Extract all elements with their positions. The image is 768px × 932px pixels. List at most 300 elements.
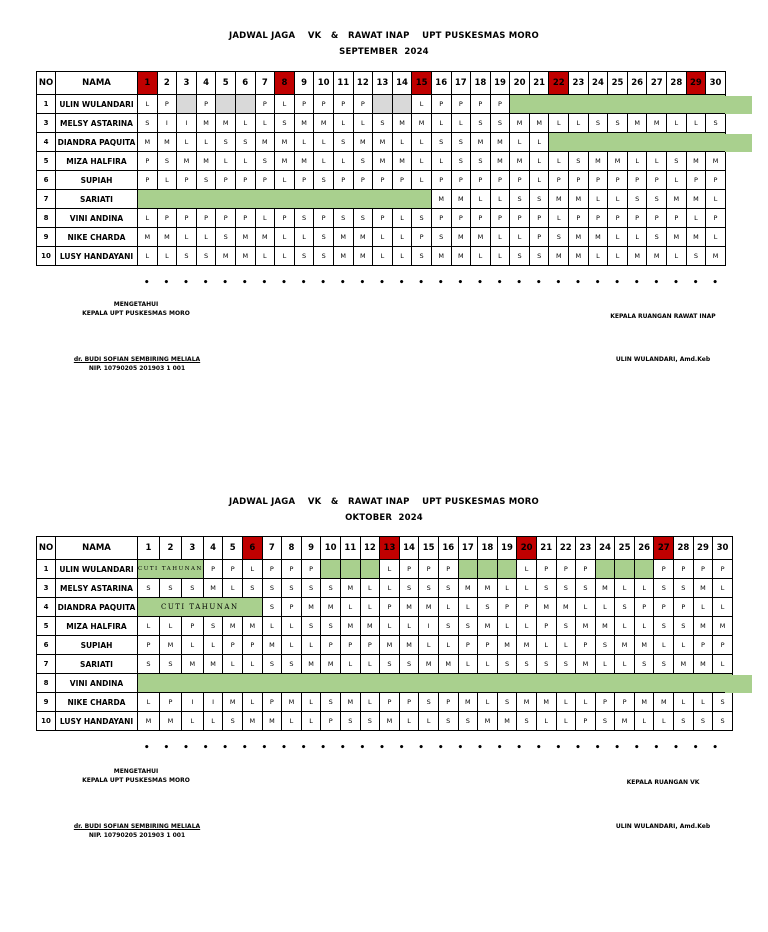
dot-marker: • (261, 278, 268, 288)
shift-cell: S (706, 114, 726, 133)
header-day: 14 (392, 72, 412, 95)
shift-cell: S (419, 693, 439, 712)
shift-cell: L (340, 655, 360, 674)
shift-cell: M (301, 655, 321, 674)
row-number: 5 (37, 617, 56, 636)
shift-cell: S (138, 114, 158, 133)
dot-marker: • (673, 743, 679, 753)
header-day: 11 (340, 537, 360, 560)
dot-marker: • (516, 278, 523, 288)
shift-cell: P (294, 95, 314, 114)
shift-cell: S (654, 579, 674, 598)
shift-cell: M (497, 636, 517, 655)
shift-cell: S (399, 655, 419, 674)
shift-cell: L (667, 247, 687, 266)
shift-cell: M (569, 247, 589, 266)
row-number: 5 (37, 152, 56, 171)
shift-cell: P (647, 171, 667, 190)
shift-cell: S (510, 247, 530, 266)
dot-marker: • (202, 743, 209, 753)
dot-marker: • (457, 743, 464, 753)
shift-cell: S (556, 655, 576, 674)
shift-cell: S (235, 133, 255, 152)
september-right-sign-title: KEPALA RUANGAN RAWAT INAP (610, 313, 716, 320)
row-number: 8 (37, 674, 56, 693)
shift-cell: L (627, 152, 647, 171)
header-day: 19 (497, 537, 517, 560)
shift-cell: L (497, 617, 517, 636)
shift-cell: L (667, 171, 687, 190)
shift-cell: P (294, 171, 314, 190)
shift-cell: M (181, 655, 203, 674)
shift-cell: S (431, 228, 451, 247)
header-day: 18 (478, 537, 498, 560)
shift-cell: S (438, 617, 458, 636)
shift-cell: L (529, 152, 549, 171)
shift-cell: M (686, 152, 706, 171)
dot-marker: • (163, 278, 170, 288)
shift-cell: S (588, 114, 608, 133)
shift-cell: P (216, 209, 236, 228)
shift-cell: S (654, 617, 674, 636)
shift-cell: L (255, 247, 275, 266)
shift-cell: L (275, 247, 295, 266)
shift-cell (497, 560, 517, 579)
row-number: 4 (37, 598, 56, 617)
header-day: 28 (667, 72, 687, 95)
shift-cell: P (529, 209, 549, 228)
shift-cell: P (392, 171, 412, 190)
header-day: 9 (301, 537, 321, 560)
shift-cell: P (399, 560, 419, 579)
shift-cell: L (608, 247, 628, 266)
header-day: 16 (431, 72, 451, 95)
shift-cell: L (314, 133, 334, 152)
shift-cell: S (340, 712, 360, 731)
shift-cell: M (333, 247, 353, 266)
shift-cell: M (595, 579, 615, 598)
shift-cell: M (627, 114, 647, 133)
staff-name: MELSY ASTARINA (56, 114, 138, 133)
table-row (37, 712, 733, 731)
shift-cell: M (321, 655, 341, 674)
dot-marker: • (320, 278, 327, 288)
row-number: 6 (37, 636, 56, 655)
shift-cell: L (360, 693, 380, 712)
shift-cell: M (399, 636, 419, 655)
shift-cell: S (177, 247, 197, 266)
shift-cell: L (360, 655, 380, 674)
dot-marker: • (241, 743, 248, 753)
dot-marker: • (594, 743, 601, 753)
shift-cell: L (615, 617, 635, 636)
shift-cell: L (529, 133, 549, 152)
shift-cell: L (556, 636, 576, 655)
header-day: 21 (529, 72, 549, 95)
table-row (37, 114, 726, 133)
shift-cell: M (159, 636, 181, 655)
shift-cell: L (380, 560, 400, 579)
shift-cell: M (262, 636, 282, 655)
september-left-signature (76, 300, 196, 318)
shift-cell: L (713, 598, 733, 617)
shift-cell: P (634, 598, 654, 617)
shift-cell (340, 560, 360, 579)
shift-cell: L (713, 579, 733, 598)
shift-cell: S (536, 655, 556, 674)
dot-marker: • (339, 278, 346, 288)
shift-cell: P (373, 209, 393, 228)
dot-marker: • (163, 743, 170, 753)
shift-cell: M (419, 655, 439, 674)
header-day: 18 (471, 72, 491, 95)
shift-cell: P (627, 171, 647, 190)
shift-cell: L (353, 114, 373, 133)
table-row (37, 228, 726, 247)
shift-cell: P (177, 209, 197, 228)
dot-marker: • (692, 278, 699, 288)
mengetahui-label: MENGETAHUI (113, 301, 159, 308)
shift-cell: S (693, 712, 713, 731)
dot-marker: • (477, 743, 483, 753)
dot-marker: • (594, 278, 601, 288)
shift-cell: L (647, 152, 667, 171)
shift-cell: M (451, 190, 471, 209)
dot-marker: • (673, 278, 679, 288)
shift-cell (615, 560, 635, 579)
table-row (37, 247, 726, 266)
shift-cell: M (517, 636, 537, 655)
shift-cell: P (235, 171, 255, 190)
shift-cell: S (647, 228, 667, 247)
header-day: 19 (490, 72, 510, 95)
shift-cell: P (510, 209, 530, 228)
shift-cell: I (181, 693, 203, 712)
shift-cell: P (713, 636, 733, 655)
shift-cell: S (438, 579, 458, 598)
left-signer-name: dr. BUDI SOFIAN SEMBIRING MELIALA (73, 823, 201, 830)
shift-cell: L (392, 133, 412, 152)
shift-cell: S (490, 114, 510, 133)
shift-cell: P (458, 636, 478, 655)
shift-cell: P (340, 636, 360, 655)
shift-cell: M (431, 247, 451, 266)
shift-cell: L (412, 95, 432, 114)
header-day: 26 (627, 72, 647, 95)
shift-cell: S (576, 579, 596, 598)
shift-cell: P (627, 209, 647, 228)
shift-cell: L (536, 712, 556, 731)
shift-cell: P (471, 171, 491, 190)
shift-cell: S (262, 598, 282, 617)
shift-cell: M (471, 133, 491, 152)
shift-cell: L (216, 152, 236, 171)
staff-name: MIZA HALFIRA (56, 617, 138, 636)
shift-cell: L (674, 636, 694, 655)
shift-cell: S (674, 617, 694, 636)
shift-cell: M (159, 712, 181, 731)
shift-cell: S (674, 579, 694, 598)
dot-marker: • (359, 278, 366, 288)
shift-cell: M (569, 190, 589, 209)
header-day: 21 (536, 537, 556, 560)
shift-cell: S (536, 579, 556, 598)
shift-cell: P (654, 598, 674, 617)
shift-cell: S (321, 579, 341, 598)
shift-cell: M (615, 712, 635, 731)
shift-cell: L (282, 712, 302, 731)
shift-cell: S (647, 190, 667, 209)
left-sign-title: KEPALA UPT PUSKESMAS MORO (82, 310, 190, 317)
shift-cell: S (478, 598, 498, 617)
header-day: 23 (569, 72, 589, 95)
row-number: 8 (37, 209, 56, 228)
header-name: NAMA (56, 537, 138, 560)
shift-cell: L (301, 693, 321, 712)
shift-cell: S (399, 579, 419, 598)
shift-cell: M (275, 152, 295, 171)
shift-cell: S (654, 655, 674, 674)
shift-cell: M (588, 228, 608, 247)
shift-cell: L (223, 579, 243, 598)
staff-name: LUSY HANDAYANI (56, 712, 138, 731)
header-day: 29 (686, 72, 706, 95)
header-day: 23 (576, 537, 596, 560)
shift-cell: S (713, 712, 733, 731)
shift-cell: P (216, 171, 236, 190)
shift-cell: L (294, 133, 314, 152)
shift-cell: L (181, 712, 203, 731)
shift-cell: M (294, 152, 314, 171)
table-row (37, 598, 733, 617)
shift-cell: M (373, 133, 393, 152)
header-day: 2 (157, 72, 177, 95)
shift-cell: P (235, 209, 255, 228)
shift-cell: L (138, 693, 160, 712)
shift-cell: M (223, 617, 243, 636)
oktober-title: JADWAL JAGA VK & RAWAT INAP UPT PUSKESMAS MORO (229, 497, 539, 507)
shift-cell: L (255, 114, 275, 133)
shift-cell: P (243, 636, 263, 655)
dot-marker: • (398, 278, 405, 288)
shift-cell: L (615, 655, 635, 674)
shift-cell: L (275, 95, 295, 114)
shift-cell: M (549, 247, 569, 266)
shift-cell: M (634, 693, 654, 712)
oktober-schedule-table (36, 536, 733, 731)
shift-cell: L (654, 636, 674, 655)
shift-cell: M (667, 228, 687, 247)
shift-cell: M (667, 190, 687, 209)
shift-cell: M (713, 617, 733, 636)
staff-name: SUPIAH (56, 636, 138, 655)
shift-cell: L (235, 152, 255, 171)
shift-cell: S (431, 133, 451, 152)
table-row (37, 693, 733, 712)
shift-cell: L (431, 114, 451, 133)
shift-cell: M (262, 712, 282, 731)
shift-cell: M (510, 152, 530, 171)
shift-cell (373, 95, 393, 114)
shift-cell (235, 95, 255, 114)
shift-cell: M (392, 114, 412, 133)
shift-cell: L (490, 228, 510, 247)
shift-cell: L (333, 114, 353, 133)
shift-cell: S (556, 579, 576, 598)
row-number: 1 (37, 560, 56, 579)
shift-cell: P (333, 171, 353, 190)
header-day: 28 (674, 537, 694, 560)
dot-marker: • (359, 743, 366, 753)
shift-cell: L (138, 95, 158, 114)
shift-cell: M (340, 693, 360, 712)
shift-cell: M (549, 190, 569, 209)
dot-marker: • (300, 743, 307, 753)
header-day: 24 (588, 72, 608, 95)
row-number: 3 (37, 579, 56, 598)
header-day: 27 (654, 537, 674, 560)
shift-cell: P (706, 171, 726, 190)
dot-marker: • (222, 743, 229, 753)
dot-marker: • (575, 278, 581, 288)
shift-cell: S (333, 209, 353, 228)
dot-marker: • (555, 743, 562, 753)
table-row (37, 152, 726, 171)
row-number: 4 (37, 133, 56, 152)
shift-cell: S (275, 114, 295, 133)
shift-cell: L (556, 693, 576, 712)
shift-cell: M (438, 655, 458, 674)
shift-cell: P (159, 693, 181, 712)
shift-cell: P (615, 693, 635, 712)
header-day: 20 (517, 537, 537, 560)
shift-cell: L (471, 247, 491, 266)
staff-name: LUSY HANDAYANI (56, 247, 138, 266)
shift-cell: L (549, 114, 569, 133)
oktober-right-signer-name: ULIN WULANDARI, Amd.Keb (615, 823, 711, 830)
header-day: 14 (399, 537, 419, 560)
shift-cell (216, 95, 236, 114)
shift-cell (478, 560, 498, 579)
shift-cell: P (196, 95, 216, 114)
shift-cell: M (510, 114, 530, 133)
shift-cell: L (223, 655, 243, 674)
dot-marker: • (261, 743, 268, 753)
shift-cell: L (517, 579, 537, 598)
table-row (37, 636, 733, 655)
shift-cell: L (706, 190, 726, 209)
shift-cell: P (282, 560, 302, 579)
dot-marker: • (339, 743, 346, 753)
header-day: 12 (353, 72, 373, 95)
shift-cell: M (536, 693, 556, 712)
staff-name: MELSY ASTARINA (56, 579, 138, 598)
dot-marker: • (614, 278, 621, 288)
shift-cell (360, 560, 380, 579)
shift-cell: S (255, 152, 275, 171)
header-day: 3 (181, 537, 203, 560)
shift-cell: L (549, 152, 569, 171)
shift-cell: P (576, 712, 596, 731)
shift-cell: P (138, 171, 158, 190)
shift-cell: S (595, 636, 615, 655)
shift-cell: L (138, 617, 160, 636)
shift-cell: M (674, 655, 694, 674)
shift-cell: S (380, 655, 400, 674)
green-block (725, 675, 752, 693)
shift-cell: P (490, 95, 510, 114)
shift-cell: P (321, 712, 341, 731)
shift-cell: S (412, 209, 432, 228)
green-block (138, 674, 733, 693)
shift-cell: P (262, 693, 282, 712)
shift-cell: S (373, 114, 393, 133)
shift-cell: S (451, 152, 471, 171)
header-day: 17 (458, 537, 478, 560)
dot-marker: • (379, 278, 385, 288)
shift-cell: P (203, 560, 223, 579)
shift-cell: L (686, 209, 706, 228)
shift-cell: L (301, 636, 321, 655)
shift-cell: P (451, 209, 471, 228)
shift-cell: M (294, 114, 314, 133)
shift-cell: P (667, 209, 687, 228)
shift-cell: M (608, 152, 628, 171)
shift-cell: S (458, 617, 478, 636)
september-title: JADWAL JAGA VK & RAWAT INAP UPT PUSKESMAS MORO (229, 31, 539, 41)
shift-cell: L (360, 598, 380, 617)
shift-cell: M (431, 190, 451, 209)
shift-cell: P (556, 560, 576, 579)
shift-cell: P (419, 560, 439, 579)
shift-cell: M (282, 693, 302, 712)
shift-cell: L (576, 598, 596, 617)
shift-cell: S (634, 655, 654, 674)
shift-cell: M (595, 617, 615, 636)
shift-cell: L (181, 636, 203, 655)
shift-cell: P (588, 171, 608, 190)
left-signer-name: dr. BUDI SOFIAN SEMBIRING MELIALA (73, 356, 201, 363)
shift-cell: M (412, 114, 432, 133)
shift-cell: P (595, 693, 615, 712)
shift-cell: L (549, 209, 569, 228)
shift-cell: M (255, 133, 275, 152)
shift-cell: L (392, 228, 412, 247)
dot-marker: • (653, 743, 660, 753)
shift-cell: L (203, 712, 223, 731)
shift-cell: M (301, 598, 321, 617)
shift-cell: L (255, 209, 275, 228)
row-number: 7 (37, 655, 56, 674)
shift-cell: L (157, 247, 177, 266)
shift-cell: L (262, 617, 282, 636)
shift-cell: P (399, 693, 419, 712)
shift-cell: S (667, 152, 687, 171)
shift-cell: L (196, 133, 216, 152)
shift-cell: M (497, 712, 517, 731)
dot-marker: • (516, 743, 523, 753)
shift-cell: P (451, 95, 471, 114)
row-number: 10 (37, 247, 56, 266)
shift-cell: P (138, 636, 160, 655)
dot-marker: • (320, 743, 327, 753)
shift-cell: L (282, 636, 302, 655)
dot-marker: • (379, 743, 385, 753)
shift-cell: M (569, 228, 589, 247)
header-day: 26 (634, 537, 654, 560)
shift-cell: L (588, 247, 608, 266)
shift-cell: L (373, 247, 393, 266)
